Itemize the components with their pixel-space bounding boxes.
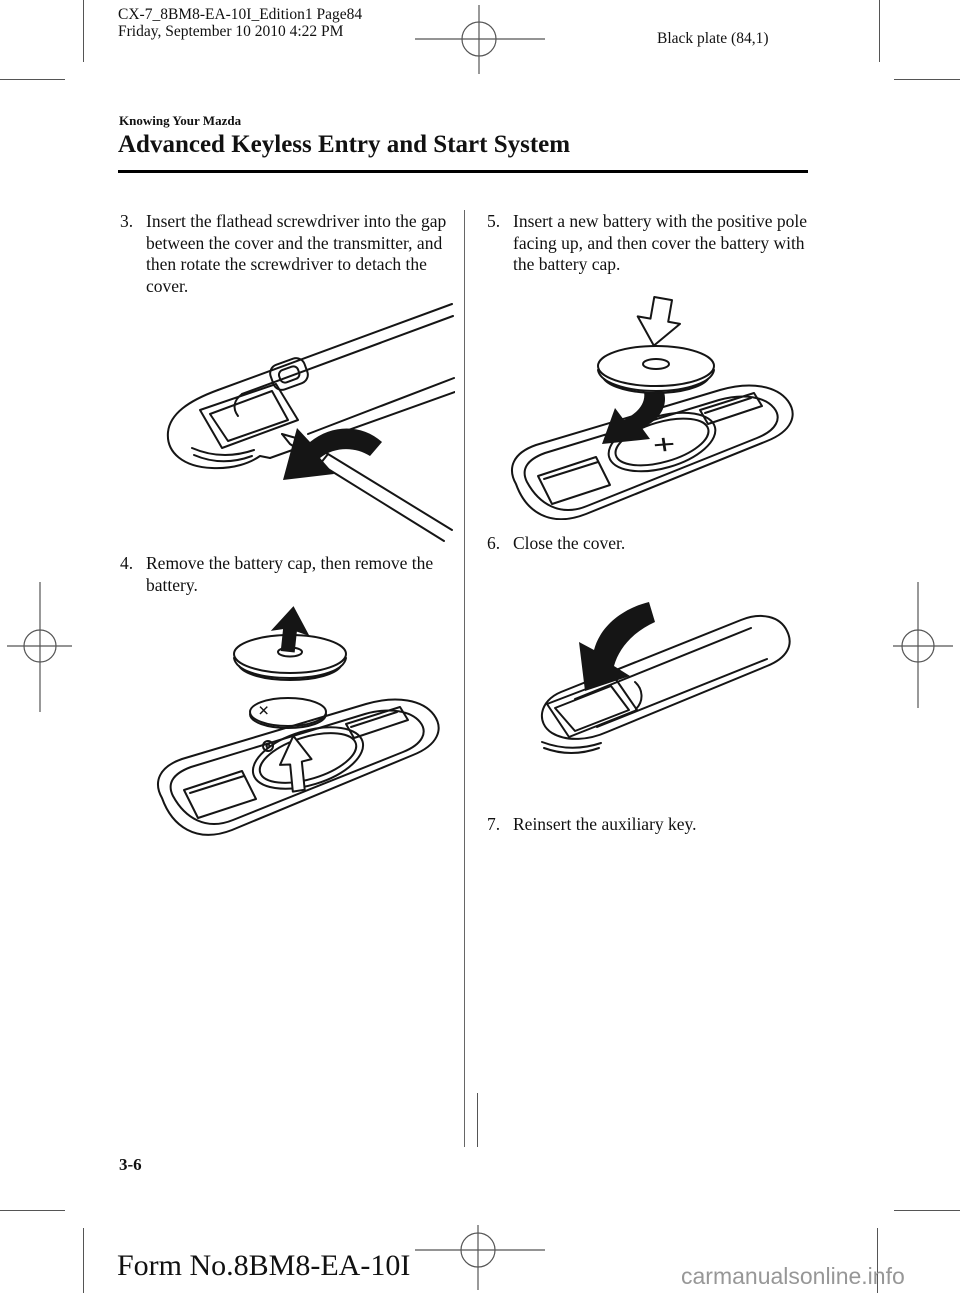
battery-x-marking: × <box>258 700 270 722</box>
watermark: carmanualsonline.info <box>681 1263 905 1289</box>
illustration-remove-battery <box>140 600 460 855</box>
trim-line-top-left-horizontal <box>0 79 65 80</box>
battery-cap <box>598 346 714 393</box>
step-3-text: Insert the flathead screwdriver into the gap between the cover and the transmitter, and then rotate the screwdriver to detach the cover. <box>146 211 447 296</box>
registration-mark-top-center-icon <box>409 0 549 80</box>
fold-line-bottom-center <box>477 1093 478 1147</box>
chapter-label: Knowing Your Mazda <box>119 113 242 128</box>
step-3 <box>120 211 452 297</box>
plate-label: Black plate (84,1) <box>657 30 769 47</box>
step-6-text: Close the cover. <box>513 533 626 553</box>
illustration-detach-cover <box>130 298 455 543</box>
step-5-text: Insert a new battery with the positive pole facing up, and then cover the battery with the battery cap. <box>513 211 808 274</box>
remove-cap-arrow-icon <box>269 604 313 654</box>
step-6 <box>487 533 819 555</box>
print-file-info-line2: Friday, September 10 2010 4:22 PM <box>118 23 344 40</box>
step-3-number: 3. <box>120 211 134 231</box>
print-file-info <box>118 6 362 40</box>
page-title: Advanced Keyless Entry and Start System <box>118 131 571 158</box>
form-number: Form No.8BM8-EA-10I <box>117 1249 411 1282</box>
close-cover-arrow-icon <box>579 602 655 691</box>
step-5-number: 5. <box>487 211 501 231</box>
trim-line-bottom-left-horizontal <box>0 1210 65 1211</box>
registration-mark-right-icon <box>885 575 960 715</box>
step-4-text: Remove the battery cap, then remove the battery. <box>146 553 434 595</box>
transmitter-with-cover <box>542 616 790 753</box>
print-file-info-line1: CX-7_8BM8-EA-10I_Edition1 Page84 <box>118 6 363 23</box>
insert-cap-arrow-icon <box>633 295 684 350</box>
step-7 <box>487 814 819 836</box>
trim-line-top-right-vertical <box>879 0 880 62</box>
trim-line-bottom-left-vertical <box>83 1228 84 1293</box>
title-rule <box>118 170 808 173</box>
step-7-text: Reinsert the auxiliary key. <box>513 814 697 834</box>
registration-mark-bottom-center-icon <box>409 1211 549 1293</box>
step-7-number: 7. <box>487 814 501 834</box>
trim-line-top-left-vertical <box>83 0 84 62</box>
illustration-close-cover <box>495 596 815 776</box>
step-6-number: 6. <box>487 533 501 553</box>
step-5 <box>487 211 819 276</box>
battery-positive-marking: + <box>650 427 678 462</box>
column-divider <box>464 210 465 1147</box>
trim-line-top-right-horizontal <box>894 79 960 80</box>
step-4 <box>120 553 452 596</box>
illustration-insert-battery <box>492 292 822 520</box>
step-4-number: 4. <box>120 553 134 573</box>
registration-mark-left-icon <box>0 575 80 720</box>
trim-line-bottom-right-horizontal <box>894 1210 960 1211</box>
page-number: 3-6 <box>119 1155 142 1174</box>
